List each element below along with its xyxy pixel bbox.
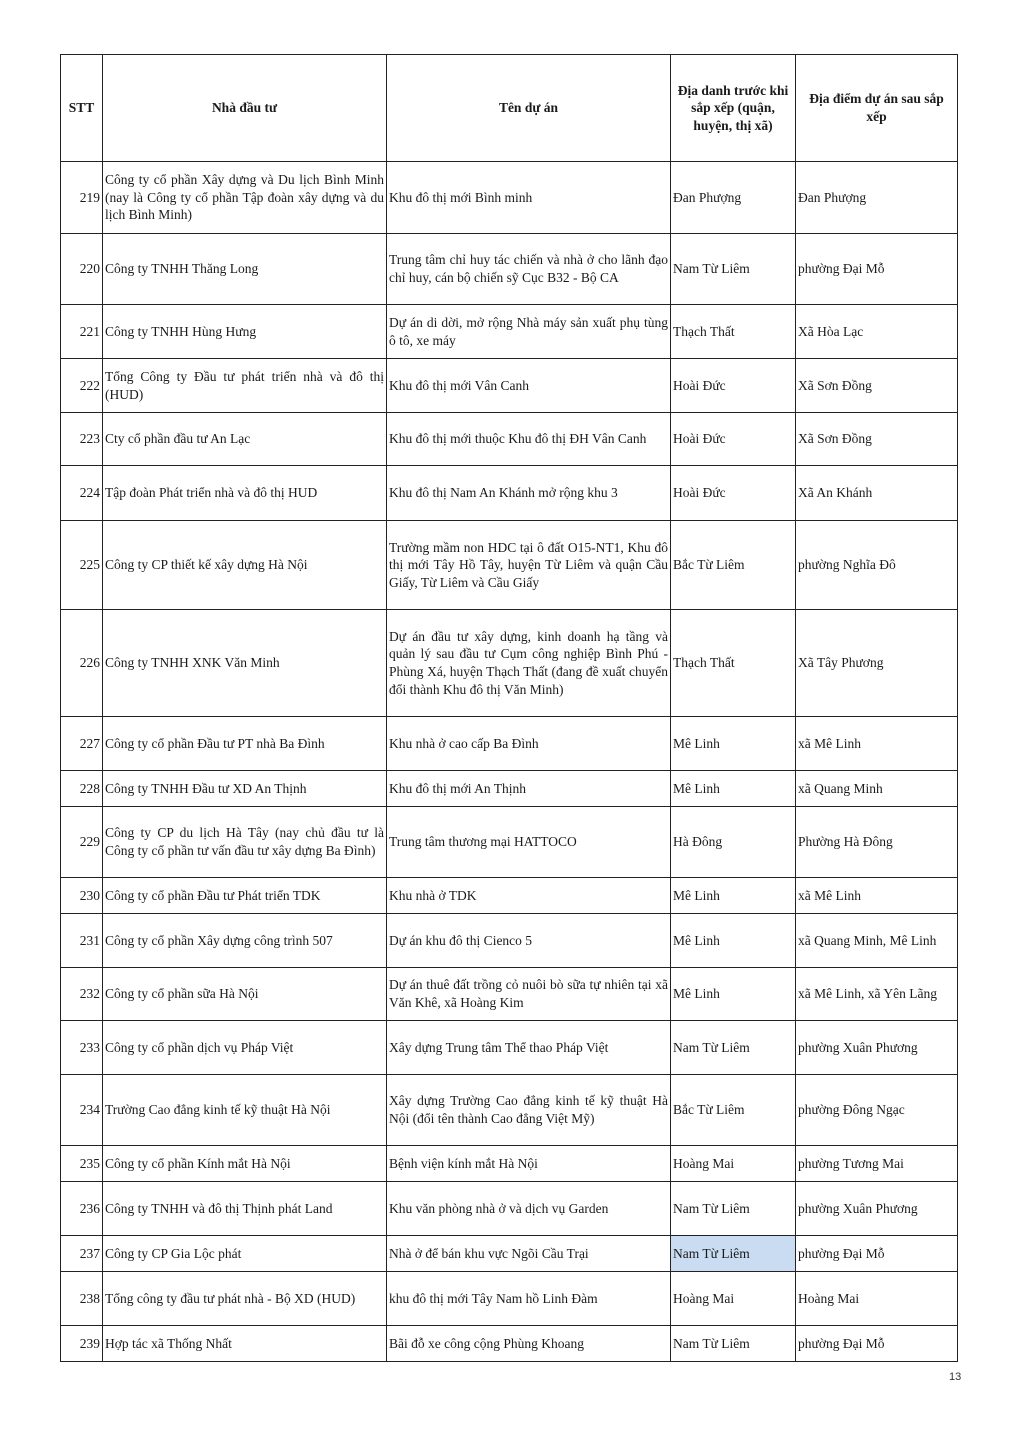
cell-location-after: phường Đại Mỗ bbox=[796, 234, 958, 305]
cell-investor: Công ty cổ phần Kính mắt Hà Nội bbox=[103, 1146, 387, 1182]
cell-location-before: Hoài Đức bbox=[671, 359, 796, 413]
cell-project: Trung tâm chỉ huy tác chiến và nhà ở cho lãnh đạo chỉ huy, cán bộ chiến sỹ Cục B32 - Bộ CA bbox=[387, 234, 671, 305]
cell-location-after: Đan Phượng bbox=[796, 162, 958, 234]
cell-investor: Tổng công ty đầu tư phát nhà - Bộ XD (HUD) bbox=[103, 1272, 387, 1326]
table-row bbox=[61, 771, 958, 807]
cell-project: Khu đô thị Nam An Khánh mở rộng khu 3 bbox=[387, 466, 671, 521]
table-row bbox=[61, 1146, 958, 1182]
cell-location-after: xã Quang Minh, Mê Linh bbox=[796, 914, 958, 968]
cell-stt: 226 bbox=[61, 610, 103, 717]
cell-location-after: xã Mê Linh bbox=[796, 717, 958, 771]
cell-location-before: Đan Phượng bbox=[671, 162, 796, 234]
table-row bbox=[61, 234, 958, 305]
cell-investor: Công ty CP du lịch Hà Tây (nay chủ đầu tư là Công ty cổ phần tư vấn đầu tư xây dựng Ba Đình) bbox=[103, 807, 387, 878]
cell-project: Trường mầm non HDC tại ô đất O15-NT1, Khu đô thị mới Tây Hồ Tây, huyện Từ Liêm và quận Cầu Giấy, Từ Liêm và Cầu Giấy bbox=[387, 521, 671, 610]
cell-project: Nhà ở để bán khu vực Ngõi Cầu Trại bbox=[387, 1236, 671, 1272]
cell-stt: 227 bbox=[61, 717, 103, 771]
cell-stt: 236 bbox=[61, 1182, 103, 1236]
cell-location-before: Hà Đông bbox=[671, 807, 796, 878]
cell-location-after: xã Quang Minh bbox=[796, 771, 958, 807]
cell-stt: 235 bbox=[61, 1146, 103, 1182]
cell-location-before: Nam Từ Liêm bbox=[671, 1326, 796, 1362]
table-row bbox=[61, 1182, 958, 1236]
cell-project: Bệnh viện kính mắt Hà Nội bbox=[387, 1146, 671, 1182]
cell-location-after: phường Đại Mỗ bbox=[796, 1326, 958, 1362]
cell-location-before: Hoàng Mai bbox=[671, 1272, 796, 1326]
cell-stt: 219 bbox=[61, 162, 103, 234]
cell-stt: 225 bbox=[61, 521, 103, 610]
cell-project: Dự án khu đô thị Cienco 5 bbox=[387, 914, 671, 968]
cell-investor: Công ty CP Gia Lộc phát bbox=[103, 1236, 387, 1272]
cell-location-before: Mê Linh bbox=[671, 771, 796, 807]
cell-location-after: phường Đại Mỗ bbox=[796, 1236, 958, 1272]
cell-project: Khu đô thị mới An Thịnh bbox=[387, 771, 671, 807]
cell-location-before: Nam Từ Liêm bbox=[671, 1021, 796, 1075]
cell-location-before: Hoàng Mai bbox=[671, 1146, 796, 1182]
cell-location-after: phường Đông Ngạc bbox=[796, 1075, 958, 1146]
cell-location-after: xã Mê Linh bbox=[796, 878, 958, 914]
cell-location-after: Phường Hà Đông bbox=[796, 807, 958, 878]
cell-project: Trung tâm thương mại HATTOCO bbox=[387, 807, 671, 878]
cell-project: Khu nhà ở TDK bbox=[387, 878, 671, 914]
table-row bbox=[61, 968, 958, 1021]
cell-investor: Công ty TNHH Thăng Long bbox=[103, 234, 387, 305]
table-row bbox=[61, 878, 958, 914]
cell-location-after: xã Mê Linh, xã Yên Lãng bbox=[796, 968, 958, 1021]
cell-investor: Công ty cổ phần Đầu tư Phát triển TDK bbox=[103, 878, 387, 914]
cell-stt: 224 bbox=[61, 466, 103, 521]
cell-location-after: Hoàng Mai bbox=[796, 1272, 958, 1326]
cell-project: Khu văn phòng nhà ở và dịch vụ Garden bbox=[387, 1182, 671, 1236]
page-number: 13 bbox=[949, 1371, 962, 1383]
cell-location-after: phường Xuân Phương bbox=[796, 1182, 958, 1236]
table-row bbox=[61, 162, 958, 234]
cell-project: Khu đô thị mới Vân Canh bbox=[387, 359, 671, 413]
cell-investor: Công ty cổ phần dịch vụ Pháp Việt bbox=[103, 1021, 387, 1075]
cell-project: Dự án thuê đất trồng cỏ nuôi bò sữa tự nhiên tại xã Văn Khê, xã Hoàng Kim bbox=[387, 968, 671, 1021]
table-row bbox=[61, 1236, 958, 1272]
cell-location-before: Mê Linh bbox=[671, 968, 796, 1021]
cell-project: Dự án đầu tư xây dựng, kinh doanh hạ tầng và quản lý sau đầu tư Cụm công nghiệp Bình Phú - Phùng Xá, huyện Thạch Thất (đang đề xuất chuyển đổi thành Khu đô thị Văn Minh) bbox=[387, 610, 671, 717]
cell-project: Khu đô thị mới Bình minh bbox=[387, 162, 671, 234]
cell-stt: 222 bbox=[61, 359, 103, 413]
table-row bbox=[61, 1075, 958, 1146]
cell-location-after: Xã Sơn Đồng bbox=[796, 359, 958, 413]
table-row bbox=[61, 521, 958, 610]
cell-location-before: Bắc Từ Liêm bbox=[671, 1075, 796, 1146]
cell-location-before-highlighted: Nam Từ Liêm bbox=[671, 1236, 796, 1272]
cell-investor: Công ty cổ phần Xây dựng và Du lịch Bình Minh (nay là Công ty cổ phần Tập đoàn xây dựng và du lịch Bình Minh) bbox=[103, 162, 387, 234]
cell-location-before: Nam Từ Liêm bbox=[671, 234, 796, 305]
cell-project: Bãi đỗ xe công cộng Phùng Khoang bbox=[387, 1326, 671, 1362]
cell-stt: 239 bbox=[61, 1326, 103, 1362]
table-row bbox=[61, 1021, 958, 1075]
cell-location-before: Hoài Đức bbox=[671, 466, 796, 521]
header-investor: Nhà đầu tư bbox=[103, 55, 387, 162]
table-row bbox=[61, 1326, 958, 1362]
cell-stt: 229 bbox=[61, 807, 103, 878]
table-row bbox=[61, 717, 958, 771]
header-project: Tên dự án bbox=[387, 55, 671, 162]
cell-location-before: Hoài Đức bbox=[671, 413, 796, 466]
cell-location-before: Thạch Thất bbox=[671, 305, 796, 359]
cell-stt: 237 bbox=[61, 1236, 103, 1272]
cell-stt: 230 bbox=[61, 878, 103, 914]
table-header-row bbox=[61, 55, 958, 162]
cell-investor: Tổng Công ty Đầu tư phát triển nhà và đô thị (HUD) bbox=[103, 359, 387, 413]
cell-location-before: Bắc Từ Liêm bbox=[671, 521, 796, 610]
cell-investor: Hợp tác xã Thống Nhất bbox=[103, 1326, 387, 1362]
cell-location-before: Mê Linh bbox=[671, 717, 796, 771]
cell-project: Dự án di dời, mở rộng Nhà máy sản xuất phụ tùng ô tô, xe máy bbox=[387, 305, 671, 359]
table-row bbox=[61, 359, 958, 413]
cell-investor: Công ty cổ phần Xây dựng công trình 507 bbox=[103, 914, 387, 968]
header-stt: STT bbox=[61, 55, 103, 162]
cell-project: khu đô thị mới Tây Nam hồ Linh Đàm bbox=[387, 1272, 671, 1326]
cell-location-before: Mê Linh bbox=[671, 914, 796, 968]
header-location-before: Địa danh trước khi sắp xếp (quận, huyện, thị xã) bbox=[671, 55, 796, 162]
cell-location-before: Nam Từ Liêm bbox=[671, 1182, 796, 1236]
cell-location-after: phường Xuân Phương bbox=[796, 1021, 958, 1075]
cell-location-after: Xã Hòa Lạc bbox=[796, 305, 958, 359]
cell-project: Xây dựng Trường Cao đẳng kinh tế kỹ thuật Hà Nội (đổi tên thành Cao đẳng Việt Mỹ) bbox=[387, 1075, 671, 1146]
table-row bbox=[61, 305, 958, 359]
cell-stt: 228 bbox=[61, 771, 103, 807]
cell-investor: Công ty TNHH Hùng Hưng bbox=[103, 305, 387, 359]
table-row bbox=[61, 610, 958, 717]
cell-location-after: Xã An Khánh bbox=[796, 466, 958, 521]
cell-project: Xây dựng Trung tâm Thể thao Pháp Việt bbox=[387, 1021, 671, 1075]
table-row bbox=[61, 807, 958, 878]
cell-investor: Tập đoàn Phát triển nhà và đô thị HUD bbox=[103, 466, 387, 521]
cell-investor: Công ty cổ phần Đầu tư PT nhà Ba Đình bbox=[103, 717, 387, 771]
cell-stt: 238 bbox=[61, 1272, 103, 1326]
cell-investor: Công ty cổ phần sữa Hà Nội bbox=[103, 968, 387, 1021]
cell-project: Khu nhà ở cao cấp Ba Đình bbox=[387, 717, 671, 771]
table-row bbox=[61, 466, 958, 521]
cell-location-before: Mê Linh bbox=[671, 878, 796, 914]
cell-location-after: Xã Sơn Đồng bbox=[796, 413, 958, 466]
cell-investor: Trường Cao đẳng kinh tế kỹ thuật Hà Nội bbox=[103, 1075, 387, 1146]
cell-investor: Công ty CP thiết kế xây dựng Hà Nội bbox=[103, 521, 387, 610]
cell-stt: 223 bbox=[61, 413, 103, 466]
cell-investor: Công ty TNHH Đầu tư XD An Thịnh bbox=[103, 771, 387, 807]
table-row bbox=[61, 1272, 958, 1326]
cell-location-before: Thạch Thất bbox=[671, 610, 796, 717]
cell-location-after: phường Tương Mai bbox=[796, 1146, 958, 1182]
cell-stt: 233 bbox=[61, 1021, 103, 1075]
cell-location-after: phường Nghĩa Đô bbox=[796, 521, 958, 610]
header-location-after: Địa điểm dự án sau sắp xếp bbox=[796, 55, 958, 162]
table-row bbox=[61, 413, 958, 466]
cell-location-after: Xã Tây Phương bbox=[796, 610, 958, 717]
cell-investor: Cty cổ phần đầu tư An Lạc bbox=[103, 413, 387, 466]
cell-stt: 231 bbox=[61, 914, 103, 968]
cell-stt: 220 bbox=[61, 234, 103, 305]
projects-table bbox=[60, 54, 958, 1362]
cell-investor: Công ty TNHH và đô thị Thịnh phát Land bbox=[103, 1182, 387, 1236]
cell-stt: 234 bbox=[61, 1075, 103, 1146]
cell-stt: 232 bbox=[61, 968, 103, 1021]
table-row bbox=[61, 914, 958, 968]
cell-investor: Công ty TNHH XNK Văn Minh bbox=[103, 610, 387, 717]
cell-project: Khu đô thị mới thuộc Khu đô thị ĐH Vân Canh bbox=[387, 413, 671, 466]
cell-stt: 221 bbox=[61, 305, 103, 359]
